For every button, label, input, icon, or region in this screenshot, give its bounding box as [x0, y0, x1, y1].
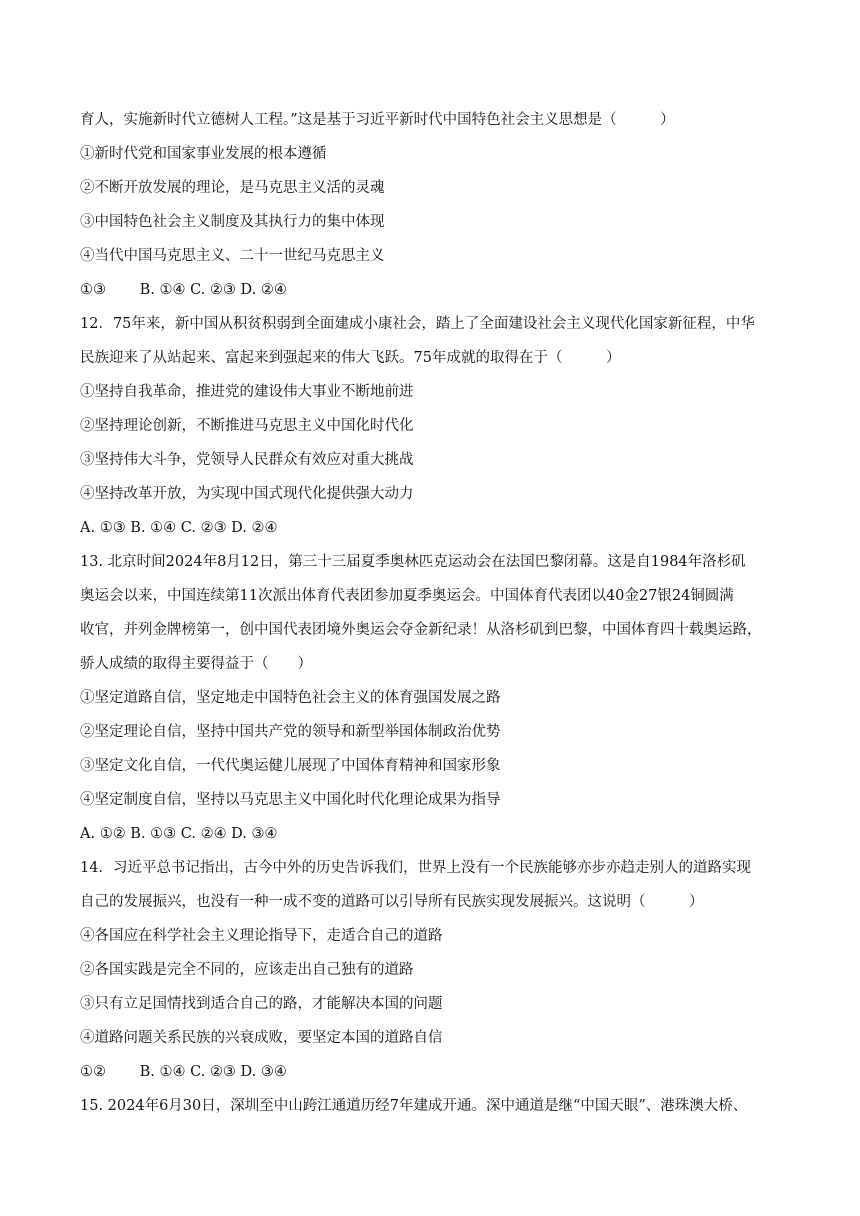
question-14-stem: 自己的发展振兴，也没有一种一成不变的道路可以引导所有民族实现发展振兴。这说明（ ） — [80, 894, 704, 910]
answer-choices: A. ①③ B. ①④ C. ②③ D. ②④ — [80, 520, 278, 536]
text-line: ②各国实践是完全不同的，应该走出自己独有的道路 — [80, 962, 414, 978]
text-line: ④坚持改革开放，为实现中国式现代化提供强大动力 — [80, 486, 414, 502]
text-line: ①新时代党和国家事业发展的根本遵循 — [80, 146, 327, 162]
text-line: ②坚持理论创新，不断推进马克思主义中国化时代化 — [80, 418, 414, 434]
answer-choices: A. ①② B. ①③ C. ②④ D. ③④ — [80, 826, 278, 842]
text-line: ③中国特色社会主义制度及其执行力的集中体现 — [80, 214, 385, 230]
text-line: ④当代中国马克思主义、二十一世纪马克思主义 — [80, 248, 385, 264]
text-line: 育人，实施新时代立德树人工程。”这是基于习近平新时代中国特色社会主义思想是（ ） — [80, 112, 675, 128]
text-line: ②不断开放发展的理论，是马克思主义活的灵魂 — [80, 180, 385, 196]
question-15-stem: 15. 2024年6月30日，深圳至中山跨江通道历经7年建成开通。深中通道是继“中国天眼”、港珠澳大桥、 — [80, 1098, 748, 1114]
question-13-stem: 骄人成绩的取得主要得益于（ ） — [80, 656, 312, 672]
text-line: ②坚定理论自信，坚持中国共产党的领导和新型举国体制政治优势 — [80, 724, 501, 740]
question-12-stem: 民族迎来了从站起来、富起来到强起来的伟大飞跃。75年成就的取得在于（ ） — [80, 350, 621, 366]
question-14-stem: 14．习近平总书记指出，古今中外的历史告诉我们，世界上没有一个民族能够亦步亦趋走别人的道路实现 — [80, 860, 751, 876]
text-line: ③只有立足国情找到适合自己的路，才能解决本国的问题 — [80, 996, 443, 1012]
text-line: ①坚定道路自信，坚定地走中国特色社会主义的体育强国发展之路 — [80, 690, 501, 706]
text-line: ④各国应在科学社会主义理论指导下，走适合自己的道路 — [80, 928, 443, 944]
answer-choices: ①③ B. ①④ C. ②③ D. ②④ — [80, 282, 287, 298]
text-line: ④道路问题关系民族的兴衰成败，要坚定本国的道路自信 — [80, 1030, 443, 1046]
text-line: ③坚持伟大斗争，党领导人民群众有效应对重大挑战 — [80, 452, 414, 468]
answer-choices: ①② B. ①④ C. ②③ D. ③④ — [80, 1064, 287, 1080]
question-13-stem: 13. 北京时间2024年8月12日，第三十三届夏季奥林匹克运动会在法国巴黎闭幕。这是自1984年洛杉矶 — [80, 554, 746, 570]
question-13-stem: 奥运会以来，中国连续第11次派出体育代表团参加夏季奥运会。中国体育代表团以40金27银24铜圆满 — [80, 588, 734, 604]
text-line: ③坚定文化自信，一代代奥运健儿展现了中国体育精神和国家形象 — [80, 758, 501, 774]
text-line: ①坚持自我革命，推进党的建设伟大事业不断地前进 — [80, 384, 414, 400]
question-12-stem: 12．75年来，新中国从积贫积弱到全面建成小康社会，踏上了全面建设社会主义现代化国家新征程，中华 — [80, 316, 755, 332]
question-13-stem: 收官，并列金牌榜第一，创中国代表团境外奥运会夺金新纪录！从洛杉矶到巴黎，中国体育四十载奥运路， — [80, 622, 762, 638]
text-line: ④坚定制度自信，坚持以马克思主义中国化时代化理论成果为指导 — [80, 792, 501, 808]
